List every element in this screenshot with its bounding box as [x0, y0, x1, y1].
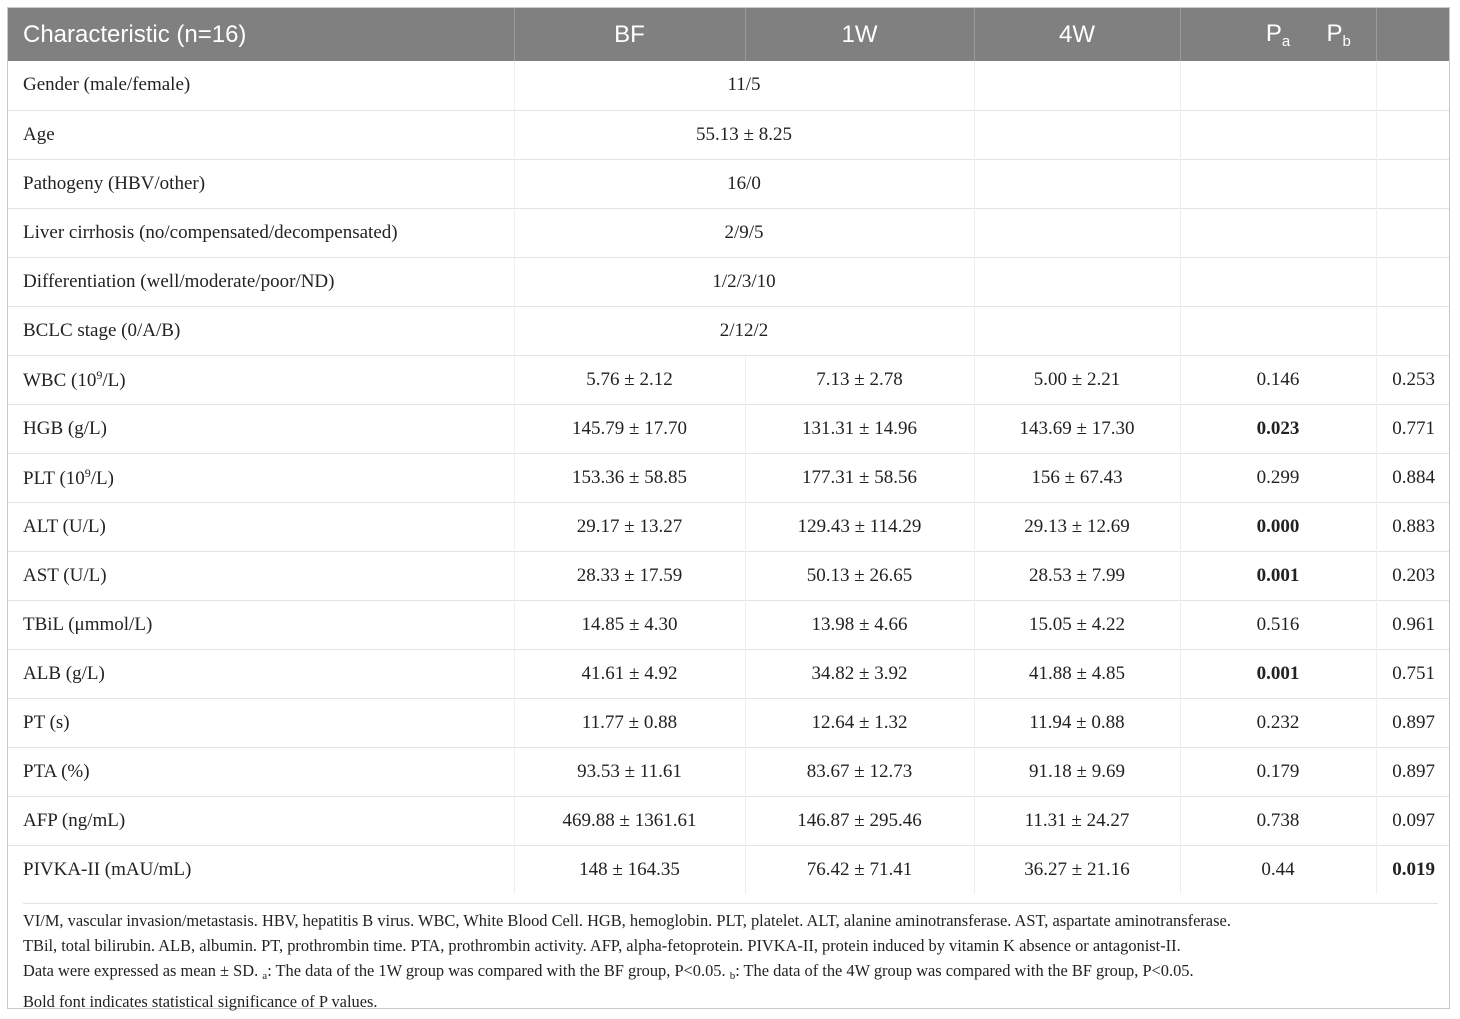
- cell-1w: 131.31 ± 14.96: [745, 404, 974, 453]
- footnote-sub-a: a: [262, 970, 268, 982]
- row-label-text: AST (U/L): [23, 564, 107, 586]
- row-label-text: PLT (10: [23, 467, 85, 489]
- cell-pa: 0.44: [1180, 845, 1376, 894]
- row-value: 1/2/3/10: [514, 257, 974, 306]
- table-footnote: [23, 903, 1438, 1014]
- cell-bf: 153.36 ± 58.85: [514, 453, 745, 502]
- footnote-line-3: [23, 958, 1438, 989]
- row-label: [8, 747, 514, 796]
- cell-pa: 0.000: [1180, 502, 1376, 551]
- table-row: [8, 845, 1449, 894]
- footnote-line-4: Bold font indicates statistical significance of P values.: [23, 992, 378, 1011]
- characteristics-table: [8, 8, 1449, 894]
- table-row: [8, 698, 1449, 747]
- empty-cell: [1180, 306, 1376, 355]
- footnote-line-3-post: : The data of the 4W group was compared with the BF group, P<0.05.: [735, 961, 1194, 980]
- header-pb-main: P: [1326, 19, 1343, 47]
- cell-4w: 36.27 ± 21.16: [974, 845, 1180, 894]
- cell-pa: 0.023: [1180, 404, 1376, 453]
- footnote-line-3-mid: : The data of the 1W group was compared with the BF group, P<0.05.: [267, 961, 730, 980]
- table-row: [8, 110, 1449, 159]
- header-row: [8, 8, 1449, 61]
- header-pa-main: P: [1265, 19, 1282, 47]
- row-value: 16/0: [514, 159, 974, 208]
- cell-1w: 7.13 ± 2.78: [745, 355, 974, 404]
- row-label-text: PTA (%): [23, 760, 90, 782]
- cell-4w: 15.05 ± 4.22: [974, 600, 1180, 649]
- header-characteristic: Characteristic (n=16): [23, 20, 247, 48]
- cell-bf: 148 ± 164.35: [514, 845, 745, 894]
- table-frame: [7, 7, 1450, 1009]
- table-row: [8, 600, 1449, 649]
- cell-pb: 0.883: [1376, 502, 1449, 551]
- row-label: Liver cirrhosis (no/compensated/decompensated): [8, 208, 514, 257]
- table-row: [8, 257, 1449, 306]
- cell-1w: 13.98 ± 4.66: [745, 600, 974, 649]
- header-bf: BF: [514, 8, 745, 61]
- cell-4w: 41.88 ± 4.85: [974, 649, 1180, 698]
- table-row: [8, 649, 1449, 698]
- row-label-suffix: /L): [102, 369, 126, 391]
- empty-cell: [1376, 306, 1449, 355]
- cell-4w: 5.00 ± 2.21: [974, 355, 1180, 404]
- row-value: 2/9/5: [514, 208, 974, 257]
- table-body: [8, 61, 1449, 894]
- table-row: [8, 453, 1449, 502]
- empty-cell: [974, 257, 1180, 306]
- table-row: [8, 306, 1449, 355]
- row-label: BCLC stage (0/A/B): [8, 306, 514, 355]
- cell-4w: 11.94 ± 0.88: [974, 698, 1180, 747]
- empty-cell: [974, 306, 1180, 355]
- empty-cell: [1180, 257, 1376, 306]
- empty-cell: [974, 208, 1180, 257]
- empty-cell: [1180, 208, 1376, 257]
- cell-pa: 0.179: [1180, 747, 1376, 796]
- cell-1w: 50.13 ± 26.65: [745, 551, 974, 600]
- cell-pa: 0.738: [1180, 796, 1376, 845]
- row-label: [8, 796, 514, 845]
- cell-pa: 0.516: [1180, 600, 1376, 649]
- table-row: [8, 208, 1449, 257]
- row-label: [8, 649, 514, 698]
- empty-cell: [1376, 159, 1449, 208]
- row-label-text: PIVKA-II (mAU/mL): [23, 858, 192, 880]
- cell-bf: 469.88 ± 1361.61: [514, 796, 745, 845]
- row-label: [8, 355, 514, 404]
- header-4w: 4W: [974, 8, 1180, 61]
- row-value: 55.13 ± 8.25: [514, 110, 974, 159]
- row-label-text: AFP (ng/mL): [23, 809, 126, 831]
- row-label-text: ALT (U/L): [23, 515, 106, 537]
- row-label: Pathogeny (HBV/other): [8, 159, 514, 208]
- footnote-line-3-pre: Data were expressed as mean ± SD.: [23, 961, 263, 980]
- header-pb: [1326, 8, 1449, 61]
- cell-1w: 12.64 ± 1.32: [745, 698, 974, 747]
- cell-bf: 29.17 ± 13.27: [514, 502, 745, 551]
- cell-bf: 11.77 ± 0.88: [514, 698, 745, 747]
- cell-pb: 0.897: [1376, 698, 1449, 747]
- cell-pa: 0.232: [1180, 698, 1376, 747]
- cell-4w: 11.31 ± 24.27: [974, 796, 1180, 845]
- empty-cell: [1180, 61, 1376, 110]
- row-label: [8, 600, 514, 649]
- row-label: [8, 404, 514, 453]
- row-label: [8, 551, 514, 600]
- row-label-text: PT (s): [23, 711, 70, 733]
- cell-1w: 177.31 ± 58.56: [745, 453, 974, 502]
- footnote-sub-b: b: [729, 970, 736, 982]
- cell-pb: 0.097: [1376, 796, 1449, 845]
- cell-pb: 0.203: [1376, 551, 1449, 600]
- cell-1w: 146.87 ± 295.46: [745, 796, 974, 845]
- cell-bf: 41.61 ± 4.92: [514, 649, 745, 698]
- cell-pa: 0.001: [1180, 551, 1376, 600]
- cell-1w: 83.67 ± 12.73: [745, 747, 974, 796]
- cell-4w: 156 ± 67.43: [974, 453, 1180, 502]
- cell-4w: 28.53 ± 7.99: [974, 551, 1180, 600]
- row-label-text: HGB (g/L): [23, 417, 107, 439]
- empty-cell: [1180, 110, 1376, 159]
- cell-pb: 0.253: [1376, 355, 1449, 404]
- row-label-suffix: /L): [90, 467, 114, 489]
- table-row: [8, 747, 1449, 796]
- cell-1w: 34.82 ± 3.92: [745, 649, 974, 698]
- header-pa-sub: a: [1281, 32, 1291, 50]
- row-label-sup: 9: [96, 367, 103, 382]
- cell-1w: 129.43 ± 114.29: [745, 502, 974, 551]
- row-label-text: ALB (g/L): [23, 662, 105, 684]
- cell-pa: 0.001: [1180, 649, 1376, 698]
- empty-cell: [1376, 61, 1449, 110]
- row-label: Differentiation (well/moderate/poor/ND): [8, 257, 514, 306]
- cell-pa: 0.146: [1180, 355, 1376, 404]
- empty-cell: [974, 159, 1180, 208]
- row-label: Age: [8, 110, 514, 159]
- cell-bf: 28.33 ± 17.59: [514, 551, 745, 600]
- cell-pb: 0.751: [1376, 649, 1449, 698]
- row-label-sup: 9: [84, 465, 91, 480]
- cell-bf: 145.79 ± 17.70: [514, 404, 745, 453]
- row-label: [8, 502, 514, 551]
- empty-cell: [974, 110, 1180, 159]
- header-1w: 1W: [745, 8, 974, 61]
- row-value: 11/5: [514, 61, 974, 110]
- row-value: 2/12/2: [514, 306, 974, 355]
- row-label: [8, 845, 514, 894]
- empty-cell: [1376, 257, 1449, 306]
- row-label: Gender (male/female): [23, 74, 191, 96]
- cell-pb: 0.771: [1376, 404, 1449, 453]
- row-label: [8, 698, 514, 747]
- table-row: [8, 404, 1449, 453]
- cell-bf: 14.85 ± 4.30: [514, 600, 745, 649]
- row-label-text: WBC (10: [23, 369, 97, 391]
- empty-cell: [1180, 159, 1376, 208]
- table-row: [8, 159, 1449, 208]
- footnote-line-2: TBil, total bilirubin. ALB, albumin. PT, prothrombin time. PTA, prothrombin activity. AFP, alpha-fetoprotein. PIVKA-II, protein induced by vitamin K absence or antagonist-II.: [23, 936, 1181, 955]
- empty-cell: [974, 61, 1180, 110]
- table-row: [8, 61, 1449, 110]
- cell-pb: 0.019: [1376, 845, 1449, 894]
- cell-bf: 5.76 ± 2.12: [514, 355, 745, 404]
- table-row: [8, 551, 1449, 600]
- cell-pb: 0.897: [1376, 747, 1449, 796]
- cell-pb: 0.884: [1376, 453, 1449, 502]
- empty-cell: [1376, 208, 1449, 257]
- cell-pb: 0.961: [1376, 600, 1449, 649]
- cell-4w: 29.13 ± 12.69: [974, 502, 1180, 551]
- header-pb-sub: b: [1342, 32, 1351, 50]
- table-row: [8, 796, 1449, 845]
- row-label: [8, 453, 514, 502]
- cell-pa: 0.299: [1180, 453, 1376, 502]
- table-row: [8, 355, 1449, 404]
- cell-1w: 76.42 ± 71.41: [745, 845, 974, 894]
- empty-cell: [1376, 110, 1449, 159]
- row-label-text: TBiL (μmmol/L): [23, 613, 153, 635]
- footnote-line-1: VI/M, vascular invasion/metastasis. HBV, hepatitis B virus. WBC, White Blood Cell. HGB, hemoglobin. PLT, platelet. ALT, alanine aminotransferase. AST, aspartate aminotransferase.: [23, 911, 1231, 930]
- cell-4w: 143.69 ± 17.30: [974, 404, 1180, 453]
- table-row: [8, 502, 1449, 551]
- cell-bf: 93.53 ± 11.61: [514, 747, 745, 796]
- cell-4w: 91.18 ± 9.69: [974, 747, 1180, 796]
